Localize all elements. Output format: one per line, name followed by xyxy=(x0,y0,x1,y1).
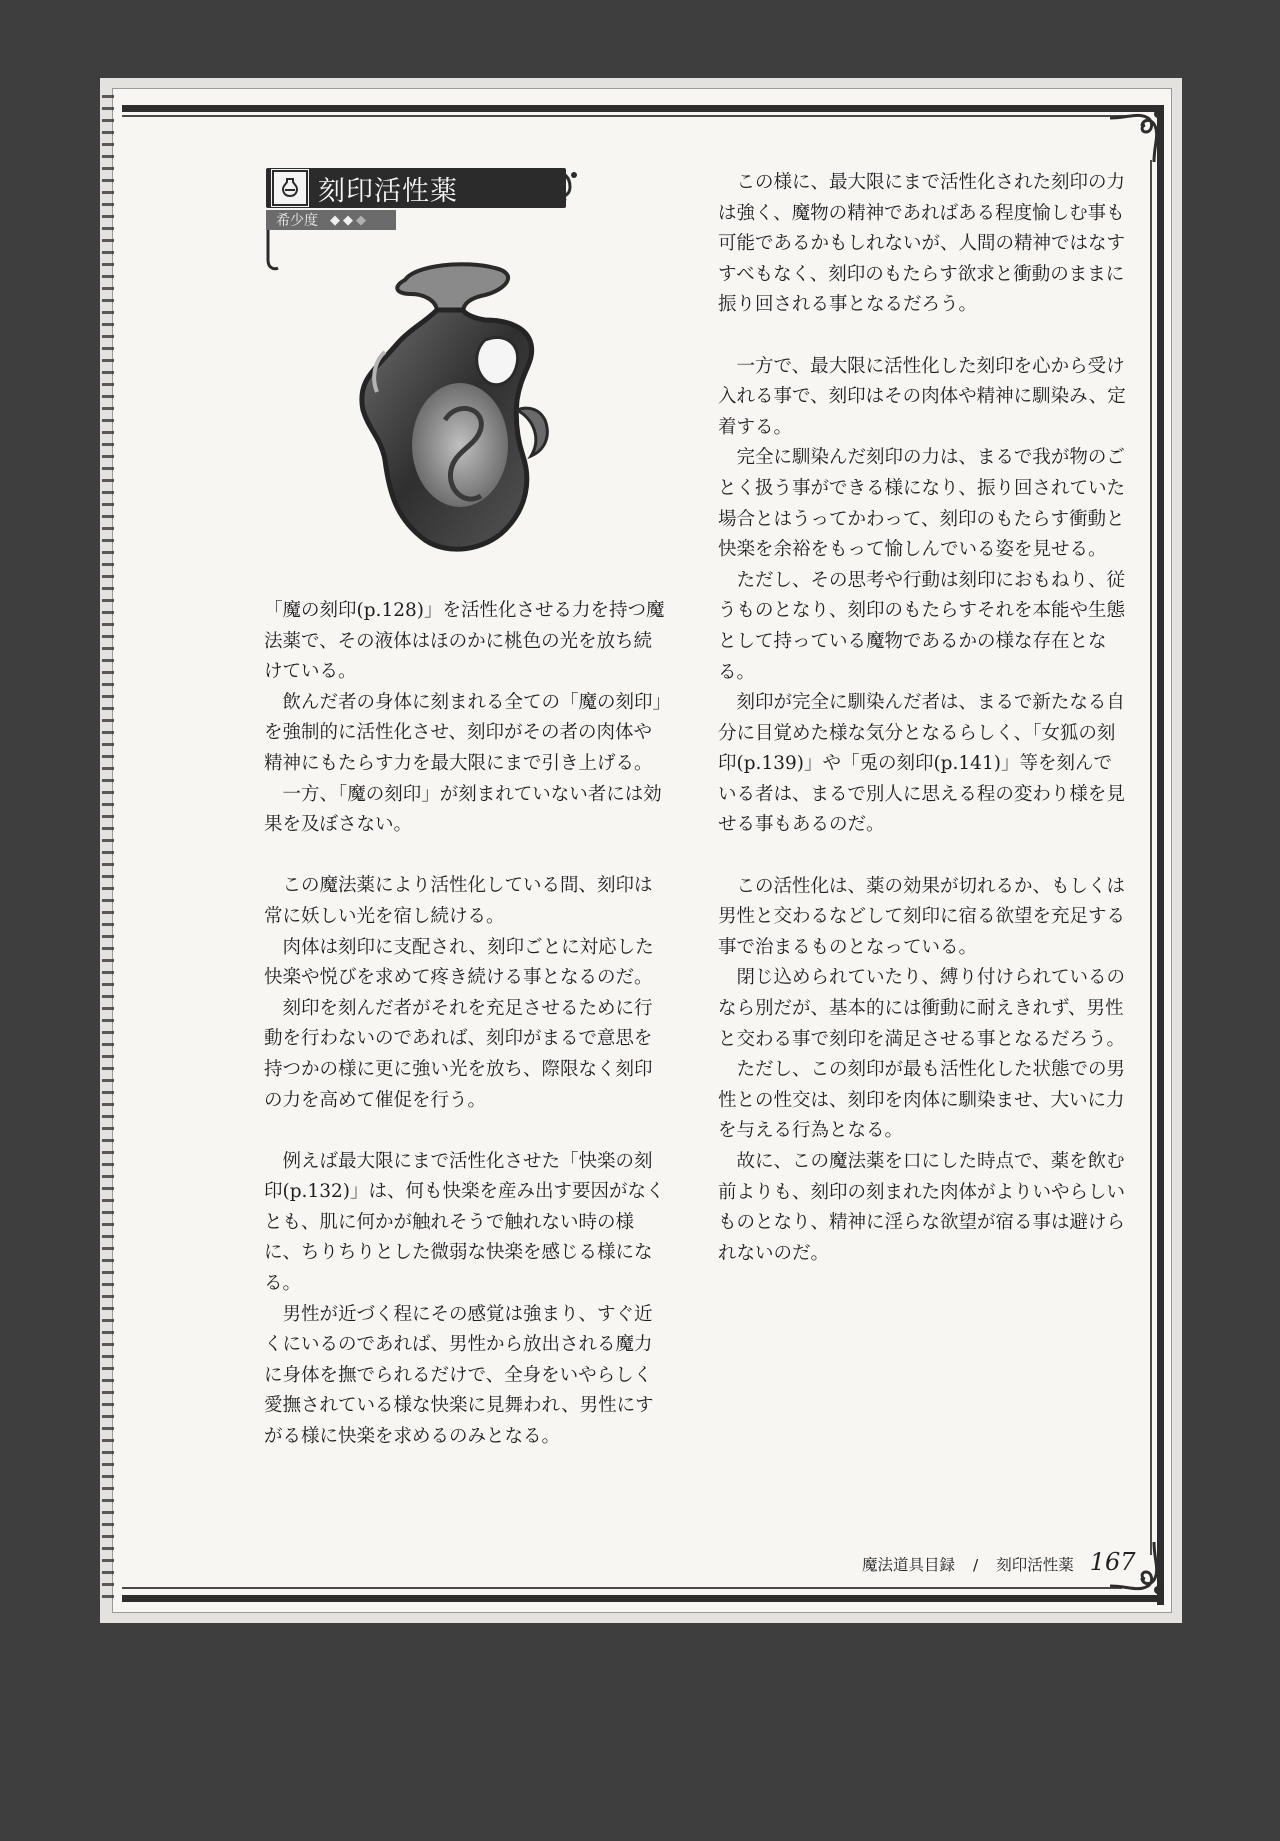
left-column-text xyxy=(264,596,669,1453)
binding-edge xyxy=(102,95,114,1605)
frame-top-border xyxy=(122,105,1164,112)
body-paragraph: 一方で、最大限に活性化した刻印を心から受け入れる事で、刻印はその肉体や精神に馴染み、定着する。 xyxy=(718,355,1126,438)
page-footer xyxy=(862,1548,1136,1580)
body-paragraph: 例えば最大限にまで活性化させた「快楽の刻印(p.132)」は、何も快楽を産み出す要因がなくとも、肌に何かが触れそうで触れない時の様に、ちりちりとした微弱な快楽を感じる様になる。 xyxy=(264,1150,665,1295)
paragraph-gap xyxy=(264,1116,669,1147)
page-number: 167 xyxy=(1089,1548,1136,1576)
body-paragraph: 完全に馴染んだ刻印の力は、まるで我が物のごとく扱う事ができる様になり、振り回されていた場合とはうってかわって、刻印のもたらす衝動と快楽を余裕をもって愉しんでいる姿を見せる。 xyxy=(718,447,1126,561)
frame-bottom-border xyxy=(122,1595,1164,1602)
body-paragraph: ただし、この刻印が最も活性化した状態での男性との性交は、刻印を肉体に馴染ませ、大いに力を与える行為となる。 xyxy=(718,1059,1126,1142)
body-paragraph: 刻印を刻んだ者がそれを充足させるために行動を行わないのであれば、刻印がまるで意思を持つかの様に更に強い光を放ち、際限なく刻印の力を高めて催促を行う。 xyxy=(264,997,653,1111)
body-paragraph: 飲んだ者の身体に刻まれる全ての「魔の刻印」を強制的に活性化させ、刻印がその者の肉体や精神にもたらす力を最大限にまで引き上げる。 xyxy=(264,691,662,774)
rarity-diamond-filled: ◆ xyxy=(343,212,356,228)
body-paragraph: 閉じ込められていたり、縛り付けられているのなら別だが、基本的には衝動に耐えきれず、男性と交わる事で刻印を満足させる事となるだろう。 xyxy=(718,967,1126,1050)
body-paragraph: この様に、最大限にまで活性化された刻印の力は強く、魔物の精神であればある程度愉しむ事も可能であるかもしれないが、人間の精神ではなすすべもなく、刻印のもたらす欲求と衝動のままに振り回される事となるだろう。 xyxy=(718,172,1126,316)
body-paragraph: 故に、この魔法薬を口にした時点で、薬を飲む前よりも、刻印の刻まれた肉体がよりいやらしいものとなり、精神に淫らな欲望が宿る事は避けられないのだ。 xyxy=(718,1151,1126,1264)
right-column-text xyxy=(718,168,1128,1269)
body-paragraph: 刻印が完全に馴染んだ者は、まるで新たなる自分に目覚めた様な気分となるらしく、「女狐の刻印(p.139)」や「兎の刻印(p.141)」等を刻んでいる者は、まるで別人に思える程の変わり様を見せる事もあるのだ。 xyxy=(718,692,1125,836)
footer-item: 刻印活性薬 xyxy=(996,1556,1074,1574)
body-paragraph: ただし、その思考や行動は刻印におもねり、従うものとなり、刻印のもたらすそれを本能や生態として持っている魔物であるかの様な存在となる。 xyxy=(718,569,1126,683)
paragraph-gap xyxy=(718,321,1128,352)
frame-top-rule xyxy=(122,115,1137,117)
paragraph-gap xyxy=(718,841,1128,872)
rarity-indicator xyxy=(266,210,396,230)
body-paragraph: この活性化は、薬の効果が切れるか、もしくは男性と交わるなどして刻印に宿る欲望を充足する事で治まるものとなっている。 xyxy=(718,875,1126,958)
title-ornament xyxy=(520,165,580,213)
item-title: 刻印活性薬 xyxy=(318,175,458,207)
body-paragraph: 肉体は刻印に支配され、刻印ごとに対応した快楽や悦びを求めて疼き続ける事となるのだ。 xyxy=(264,936,654,989)
paragraph-gap xyxy=(264,841,669,872)
rarity-label: 希少度 xyxy=(276,213,318,229)
corner-ornament-top-right xyxy=(1108,104,1168,164)
potion-icon xyxy=(272,170,308,206)
body-paragraph: 男性が近づく程にその感覚は強まり、すぐ近くにいるのであれば、男性から放出される魔力に身体を撫でられるだけで、全身をいやらしく愛撫されている様な快楽に見舞われ、男性にすがる様に快楽を求めるのみとなる。 xyxy=(264,1303,654,1448)
frame-right-border xyxy=(1157,105,1164,1605)
body-paragraph: この魔法薬により活性化している間、刻印は常に妖しい光を宿し続ける。 xyxy=(264,875,653,927)
rarity-diamond-empty: ◆ xyxy=(356,212,369,228)
body-paragraph: 「魔の刻印(p.128)」を活性化させる力を持つ魔法薬で、その液体はほのかに桃色の光を放ち続けている。 xyxy=(264,600,665,683)
frame-bottom-rule xyxy=(122,1587,1122,1589)
rarity-diamonds xyxy=(330,213,369,228)
rarity-diamond-filled: ◆ xyxy=(330,212,343,228)
title-bracket xyxy=(266,230,280,274)
footer-section: 魔法道具目録 xyxy=(862,1556,956,1574)
potion-illustration xyxy=(345,260,565,570)
body-paragraph: 一方、「魔の刻印」が刻まれていない者には効果を及ぼさない。 xyxy=(264,783,662,836)
footer-separator: / xyxy=(973,1556,979,1574)
frame-right-rule xyxy=(1150,160,1152,1555)
